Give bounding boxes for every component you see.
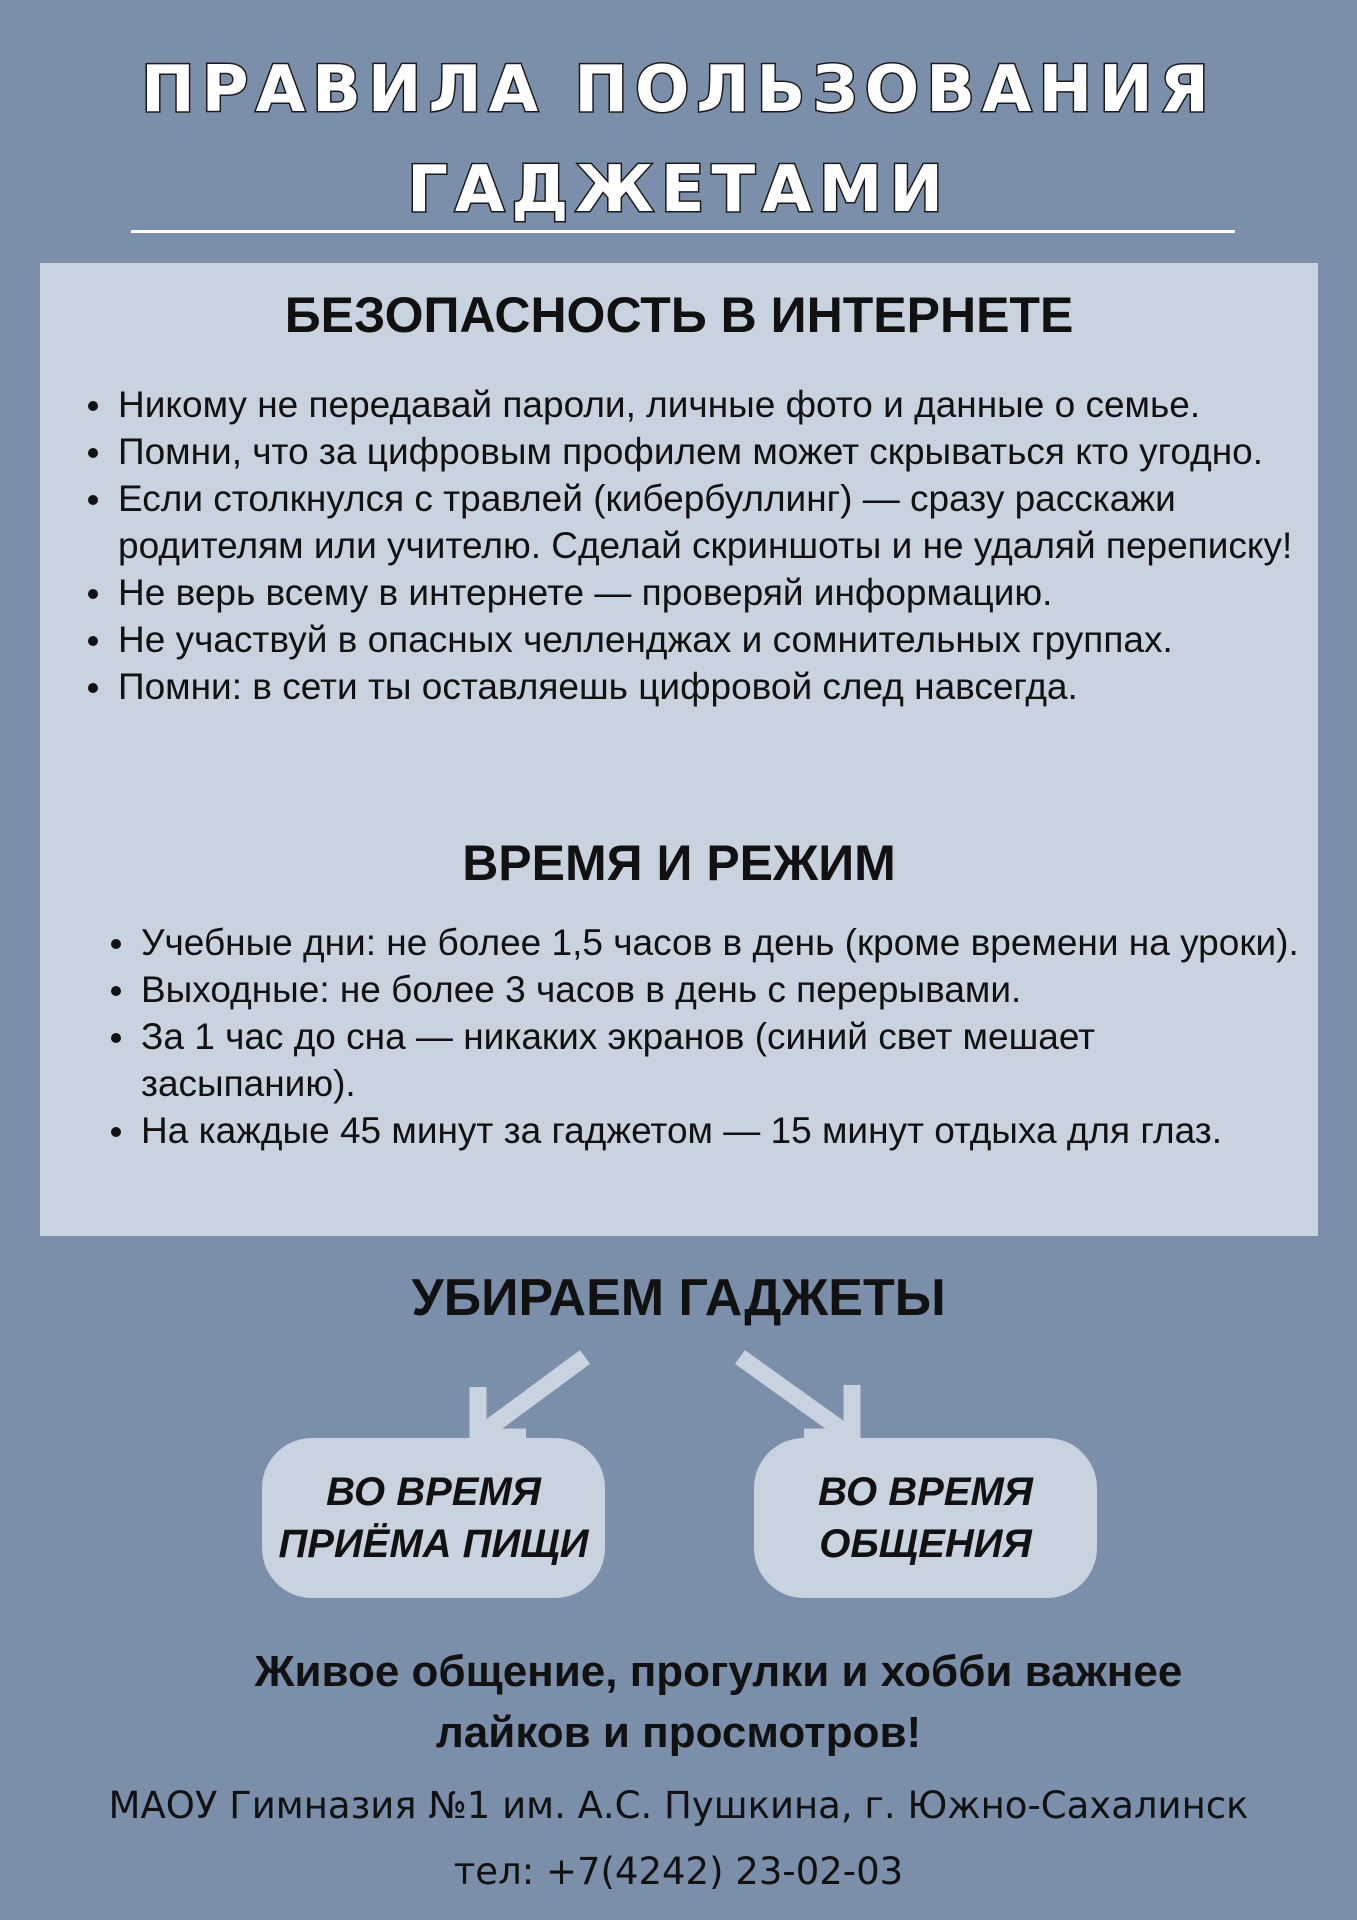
bullet-icon [88, 401, 98, 411]
list-item: Если столкнулся с травлей (кибербуллинг) — сразу расскажи родителям или учителю. Сделай скриншоты и не удаляй переписку! [118, 475, 1298, 569]
motto-line1: Живое общение, прогулки и хобби важнее [254, 1647, 1183, 1696]
title-divider [131, 230, 1235, 233]
list-item: Не верь всему в интернете — проверяй информацию. [118, 569, 1298, 616]
page-title-line1: ПРАВИЛА ПОЛЬЗОВАНИЯ [141, 53, 1216, 127]
communication-line2: ОБЩЕНИЯ [819, 1522, 1032, 1566]
put-away-heading: УБИРАЕМ ГАДЖЕТЫ [411, 1269, 946, 1327]
bullet-icon [88, 589, 98, 599]
page-title-line2: ГАДЖЕТАМИ [407, 153, 950, 227]
arrow-down-left-icon [460, 1345, 600, 1450]
list-item: Выходные: не более 3 часов в день с перерывами. [141, 966, 1316, 1013]
bullet-icon [88, 495, 98, 505]
list-item: Учебные дни: не более 1,5 часов в день (кроме времени на уроки). [141, 919, 1316, 966]
bullet-icon [111, 1033, 121, 1043]
school-phone: тел: +7(4242) 23-02-03 [453, 1850, 904, 1893]
motto-line2: лайков и просмотров! [435, 1708, 922, 1757]
internet-safety-heading: БЕЗОПАСНОСТЬ В ИНТЕРНЕТЕ [284, 287, 1074, 343]
list-item: Помни: в сети ты оставляешь цифровой след навсегда. [118, 663, 1298, 710]
bullet-icon [88, 683, 98, 693]
meal-time-badge [262, 1438, 605, 1598]
rules-panel [40, 263, 1318, 1236]
list-item: На каждые 45 минут за гаджетом — 15 минут отдыха для глаз. [141, 1107, 1316, 1154]
list-item: За 1 час до сна — никаких экранов (синий свет мешает засыпанию). [141, 1013, 1316, 1107]
school-name: МАОУ Гимназия №1 им. А.С. Пушкина, г. Южно-Сахалинск [108, 1784, 1249, 1827]
arrow-down-right-icon [728, 1345, 873, 1450]
communication-line1: ВО ВРЕМЯ [818, 1470, 1033, 1514]
list-item: Помни, что за цифровым профилем может скрываться кто угодно. [118, 428, 1298, 475]
meal-time-line2: ПРИЁМА ПИЩИ [278, 1522, 589, 1566]
time-mode-heading: ВРЕМЯ И РЕЖИМ [462, 835, 896, 891]
bullet-icon [111, 939, 121, 949]
bullet-icon [88, 636, 98, 646]
time-mode-list [141, 919, 1316, 1154]
internet-safety-list [118, 381, 1298, 710]
list-item: Никому не передавай пароли, личные фото и данные о семье. [118, 381, 1298, 428]
bullet-icon [88, 448, 98, 458]
meal-time-line1: ВО ВРЕМЯ [326, 1470, 541, 1514]
bullet-icon [111, 986, 121, 996]
bullet-icon [111, 1127, 121, 1137]
communication-badge [754, 1438, 1097, 1598]
list-item: Не участвуй в опасных челленджах и сомнительных группах. [118, 616, 1298, 663]
